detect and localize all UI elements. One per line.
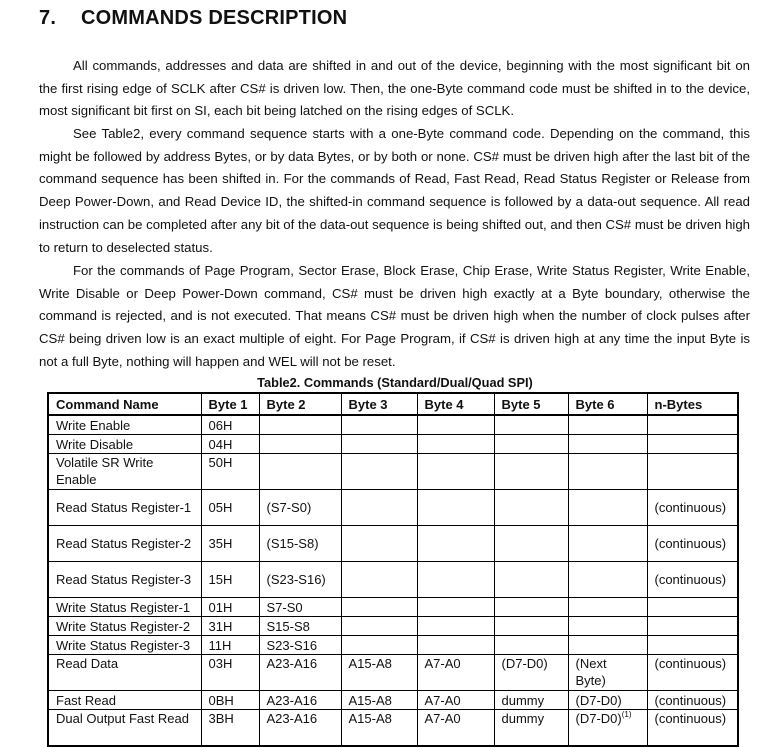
header-byte-4: Byte 4 <box>417 393 494 415</box>
cell-byte-3 <box>341 636 417 655</box>
cell-byte-1: 50H <box>201 454 259 490</box>
cell-byte-2: S23-S16 <box>259 636 341 655</box>
cell-byte-2: (S15-S8) <box>259 526 341 562</box>
cell-byte-4 <box>417 617 494 636</box>
cell-byte-1: 04H <box>201 435 259 454</box>
cell-byte-3 <box>341 562 417 598</box>
cell-byte-4 <box>417 598 494 617</box>
cell-byte-3 <box>341 454 417 490</box>
cell-byte-6 <box>568 617 647 636</box>
cell-byte-1: 01H <box>201 598 259 617</box>
cell-byte-3 <box>341 617 417 636</box>
table-row <box>48 598 738 617</box>
cell-byte-1: 3BH <box>201 710 259 747</box>
cell-command: Read Status Register-3 <box>48 562 201 598</box>
cell-byte-4: A7-A0 <box>417 655 494 691</box>
cell-byte-3 <box>341 435 417 454</box>
cell-byte-3: A15-A8 <box>341 691 417 710</box>
paragraph-1: All commands, addresses and data are shifted in and out of the device, beginning with the most significant bit on the first rising edge of SCLK after CS# is driven low. Then, the one-Byte command code must be shifted in to the device, most significant bit first on SI, each bit being latched on the rising edges of SCLK. <box>39 58 750 119</box>
cell-byte-6 <box>568 526 647 562</box>
cell-byte-5: (D7-D0) <box>494 655 568 691</box>
table-row <box>48 526 738 562</box>
cell-byte-2: (S7-S0) <box>259 490 341 526</box>
table-row <box>48 490 738 526</box>
header-byte-1: Byte 1 <box>201 393 259 415</box>
cell-byte-5 <box>494 490 568 526</box>
cell-byte-4 <box>417 490 494 526</box>
cell-n-bytes: (continuous) <box>647 526 738 562</box>
cell-byte-6 <box>568 562 647 598</box>
cell-byte-1: 15H <box>201 562 259 598</box>
cell-byte-5 <box>494 454 568 490</box>
header-byte-2: Byte 2 <box>259 393 341 415</box>
cell-byte-6 <box>568 454 647 490</box>
cell-n-bytes <box>647 435 738 454</box>
cell-byte-4 <box>417 454 494 490</box>
header-byte-6: Byte 6 <box>568 393 647 415</box>
cell-byte-6 <box>568 598 647 617</box>
cell-command: Fast Read <box>48 691 201 710</box>
header-n-bytes: n-Bytes <box>647 393 738 415</box>
cell-byte-4 <box>417 636 494 655</box>
cell-command: Read Data <box>48 655 201 691</box>
cell-n-bytes: (continuous) <box>647 710 738 747</box>
cell-byte-5 <box>494 435 568 454</box>
table-row <box>48 655 738 691</box>
section-number: 7. <box>39 7 57 29</box>
cell-byte-3 <box>341 490 417 526</box>
cell-n-bytes <box>647 598 738 617</box>
cell-command: Write Status Register-1 <box>48 598 201 617</box>
table-row <box>48 415 738 435</box>
cell-command: Write Enable <box>48 415 201 435</box>
cell-byte-5 <box>494 617 568 636</box>
cell-byte-2: (S23-S16) <box>259 562 341 598</box>
cell-byte-2 <box>259 435 341 454</box>
section-heading <box>39 7 347 30</box>
cell-byte-2: S15-S8 <box>259 617 341 636</box>
cell-byte-2: A23-A16 <box>259 710 341 747</box>
cell-byte-1: 35H <box>201 526 259 562</box>
cell-byte-4 <box>417 435 494 454</box>
cell-byte-3: A15-A8 <box>341 710 417 747</box>
cell-byte-6 <box>568 636 647 655</box>
cell-byte-1: 06H <box>201 415 259 435</box>
cell-n-bytes: (continuous) <box>647 655 738 691</box>
table-header-row <box>48 393 738 415</box>
header-byte-3: Byte 3 <box>341 393 417 415</box>
table-row <box>48 454 738 490</box>
cell-byte-6: (D7-D0) <box>568 691 647 710</box>
cell-byte-1: 0BH <box>201 691 259 710</box>
table-row <box>48 562 738 598</box>
cell-byte-3 <box>341 598 417 617</box>
cell-command: Read Status Register-2 <box>48 526 201 562</box>
cell-n-bytes <box>647 415 738 435</box>
cell-n-bytes: (continuous) <box>647 562 738 598</box>
cell-byte-2 <box>259 415 341 435</box>
cell-byte-6 <box>568 490 647 526</box>
cell-byte-6: (Next Byte) <box>568 655 647 691</box>
cell-n-bytes <box>647 454 738 490</box>
cell-byte-1: 31H <box>201 617 259 636</box>
cell-command: Dual Output Fast Read <box>48 710 201 747</box>
cell-byte-2: A23-A16 <box>259 655 341 691</box>
cell-command: Write Status Register-3 <box>48 636 201 655</box>
cell-byte-6 <box>568 435 647 454</box>
cell-byte-5 <box>494 415 568 435</box>
cell-byte-6 <box>568 415 647 435</box>
cell-byte-5 <box>494 562 568 598</box>
cell-byte-2: A23-A16 <box>259 691 341 710</box>
header-byte-5: Byte 5 <box>494 393 568 415</box>
cell-byte-4: A7-A0 <box>417 710 494 747</box>
cell-byte-4 <box>417 415 494 435</box>
cell-n-bytes <box>647 617 738 636</box>
cell-byte-2: S7-S0 <box>259 598 341 617</box>
cell-byte-3 <box>341 415 417 435</box>
footnote-ref: (1) <box>621 710 632 719</box>
cell-command: Write Status Register-2 <box>48 617 201 636</box>
cell-byte-5 <box>494 636 568 655</box>
cell-n-bytes: (continuous) <box>647 490 738 526</box>
cell-n-bytes: (continuous) <box>647 691 738 710</box>
cell-command: Volatile SR Write Enable <box>48 454 201 490</box>
cell-byte-4: A7-A0 <box>417 691 494 710</box>
cell-byte-5: dummy <box>494 691 568 710</box>
cell-byte-1: 05H <box>201 490 259 526</box>
table-row <box>48 691 738 710</box>
cell-byte-3 <box>341 526 417 562</box>
cell-byte-2 <box>259 454 341 490</box>
paragraph-2: See Table2, every command sequence starts with a one-Byte command code. Depending on the command, this might be followed by address Bytes, or by data Bytes, or by both or none. CS# must be driven high after the last bit of the command sequence has been shifted in. For the commands of Read, Fast Read, Read Status Register or Release from Deep Power-Down, and Read Device ID, the shifted-in command sequence is followed by a data-out sequence. All read instruction can be completed after any bit of the data-out sequence is being shifted out, and then CS# must be driven high to return to deselected status. <box>39 126 750 255</box>
cell-byte-3: A15-A8 <box>341 655 417 691</box>
cell-byte-5: dummy <box>494 710 568 747</box>
cell-command: Write Disable <box>48 435 201 454</box>
cell-byte-1: 11H <box>201 636 259 655</box>
header-command-name: Command Name <box>48 393 201 415</box>
cell-n-bytes <box>647 636 738 655</box>
section-title: COMMANDS DESCRIPTION <box>81 7 348 29</box>
cell-byte-4 <box>417 526 494 562</box>
paragraph-3: For the commands of Page Program, Sector Erase, Block Erase, Chip Erase, Write Status Register, Write Enable, Write Disable or Deep Power-Down command, CS# must be driven high exactly at a Byte boundary, otherwise the command is rejected, and is not executed. That means CS# must be driven high when the number of clock pulses after CS# being driven low is an exact multiple of eight. For Page Program, if CS# is driven high at any time the input Byte is not a full Byte, nothing will happen and WEL will not be reset. <box>39 263 750 369</box>
cell-byte-5 <box>494 526 568 562</box>
cell-command: Read Status Register-1 <box>48 490 201 526</box>
table-row <box>48 636 738 655</box>
commands-table <box>47 392 739 747</box>
cell-byte-4 <box>417 562 494 598</box>
table-row <box>48 617 738 636</box>
table-row <box>48 435 738 454</box>
cell-byte-6-text: (D7-D0) <box>575 711 622 726</box>
table-caption: Table2. Commands (Standard/Dual/Quad SPI) <box>257 375 533 390</box>
cell-byte-5 <box>494 598 568 617</box>
cell-byte-1: 03H <box>201 655 259 691</box>
